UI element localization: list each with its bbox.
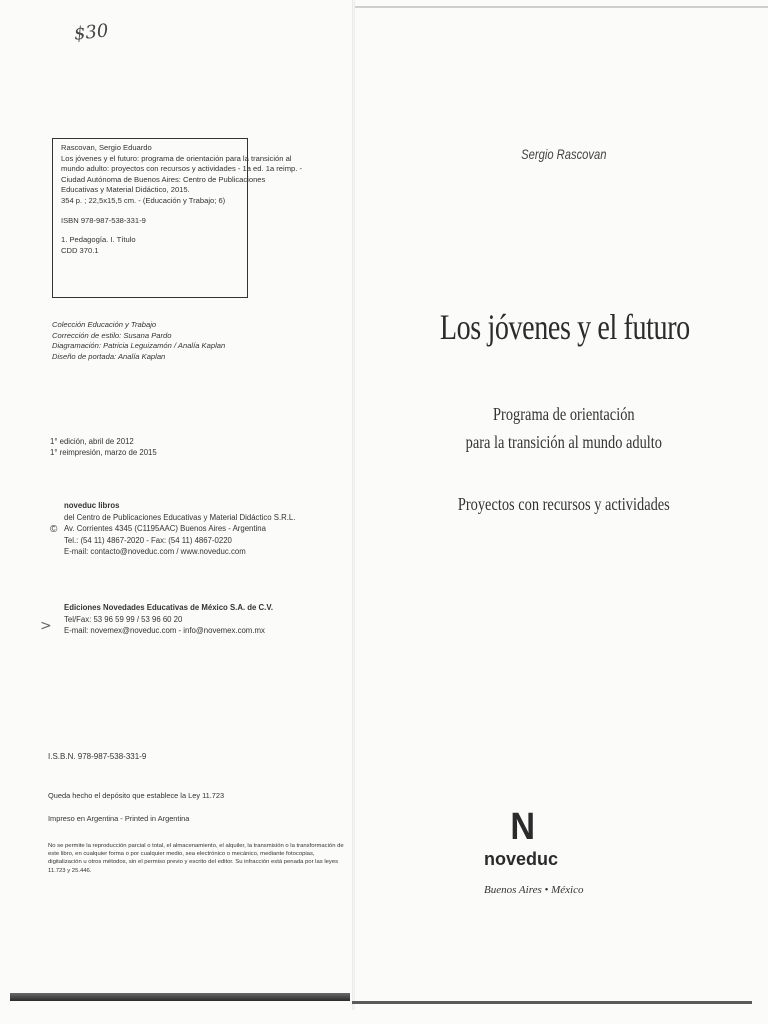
publisher-cities: Buenos Aires • México	[484, 884, 584, 896]
credit-line: Colección Educación y Trabajo	[52, 320, 157, 329]
publisher-logo-text: noveduc	[484, 849, 559, 869]
page-edge	[355, 6, 768, 8]
publisher-line: E-mail: novemex@noveduc.com - info@novemex.com.mx	[64, 626, 265, 635]
book-tagline: Proyectos con recursos y actividades	[457, 494, 670, 514]
scan-shadow-bottom-right	[352, 1001, 752, 1004]
publisher-line: Av. Corrientes 4345 (C1195AAC) Buenos Aires - Argentina	[64, 524, 266, 533]
cip-line: mundo adulto: proyectos con recursos y actividades - 1a ed. 1a reimp. -	[61, 164, 303, 174]
isbn-line: I.S.B.N. 978-987-538-331-9	[48, 752, 147, 761]
cip-line: Ciudad Autónoma de Buenos Aires: Centro de Publicaciones	[61, 174, 266, 184]
cip-line: 354 p. ; 22,5x15,5 cm. - (Educación y Trabajo; 6)	[61, 195, 226, 205]
handwritten-price: $30	[72, 20, 110, 45]
copyright-notice	[48, 842, 344, 875]
cip-subject: CDD 370.1	[61, 245, 99, 255]
legal-line: digitalización u otros métodos, sin el permiso previo y escrito del editor. Su infracción está penada por las leyes	[48, 859, 339, 866]
cataloging-box	[52, 138, 303, 298]
publisher-name: noveduc libros	[64, 501, 120, 510]
publisher-line: Tel.: (54 11) 4867-2020 - Fax: (54 11) 4867-0220	[64, 535, 232, 545]
cip-subject: 1. Pedagogía. I. Título	[61, 235, 136, 245]
edition-line: 1° reimpresión, marzo de 2015	[50, 448, 157, 457]
legal-line: este libro, en cualquier forma o por cualquier medio, sea electrónico o mecánico, mediante fotocopias,	[48, 851, 315, 858]
publisher-argentina	[64, 500, 295, 558]
scan-shadow-bottom	[10, 993, 350, 1001]
cip-isbn: ISBN 978-987-538-331-9	[61, 215, 146, 225]
legal-line: No se permite la reproducción parcial o total, el almacenamiento, el alquiler, la transmisión o la transformación de	[48, 843, 344, 849]
cip-line: Los jóvenes y el futuro: programa de orientación para la transición al	[61, 153, 292, 163]
edition-line: 1° edición, abril de 2012	[50, 437, 134, 446]
publisher-mexico	[64, 602, 273, 637]
printed-in: Impreso en Argentina - Printed in Argentina	[48, 814, 190, 823]
credit-line: Diagramación: Patricia Leguizamón / Analía Kaplan	[52, 341, 226, 350]
copyright-icon: ©	[50, 524, 58, 535]
credits-block	[52, 320, 225, 362]
publisher-name: Ediciones Novedades Educativas de México S.A. de C.V.	[64, 603, 274, 612]
publisher-line: del Centro de Publicaciones Educativas y Material Didáctico S.R.L.	[64, 512, 296, 522]
subtitle-line: para la transición al mundo adulto	[465, 432, 662, 452]
legal-deposit: Queda hecho el depósito que establece la Ley 11.723	[48, 791, 225, 800]
credit-line: Corrección de estilo: Susana Pardo	[52, 330, 172, 340]
cip-line: Educativas y Material Didáctico, 2015.	[61, 185, 190, 195]
cip-line: Rascovan, Sergio Eduardo	[61, 143, 152, 152]
book-subtitle	[405, 400, 723, 456]
editions-block	[50, 436, 157, 458]
legal-line: 11.723 y 25.446.	[48, 867, 92, 874]
book-gutter	[352, 0, 355, 1010]
book-title: Los jóvenes y el futuro	[439, 307, 690, 347]
noveduc-logo-icon: N	[510, 806, 536, 848]
publisher-line: E-mail: contacto@noveduc.com / www.noveduc.com	[64, 547, 246, 556]
margin-mark: >	[40, 618, 52, 634]
publisher-line: Tel/Fax: 53 96 59 99 / 53 96 60 20	[64, 614, 183, 624]
credit-line: Diseño de portada: Analía Kaplan	[52, 351, 166, 361]
author-name: Sergio Rascovan	[521, 146, 607, 162]
subtitle-line: Programa de orientación	[493, 404, 635, 424]
